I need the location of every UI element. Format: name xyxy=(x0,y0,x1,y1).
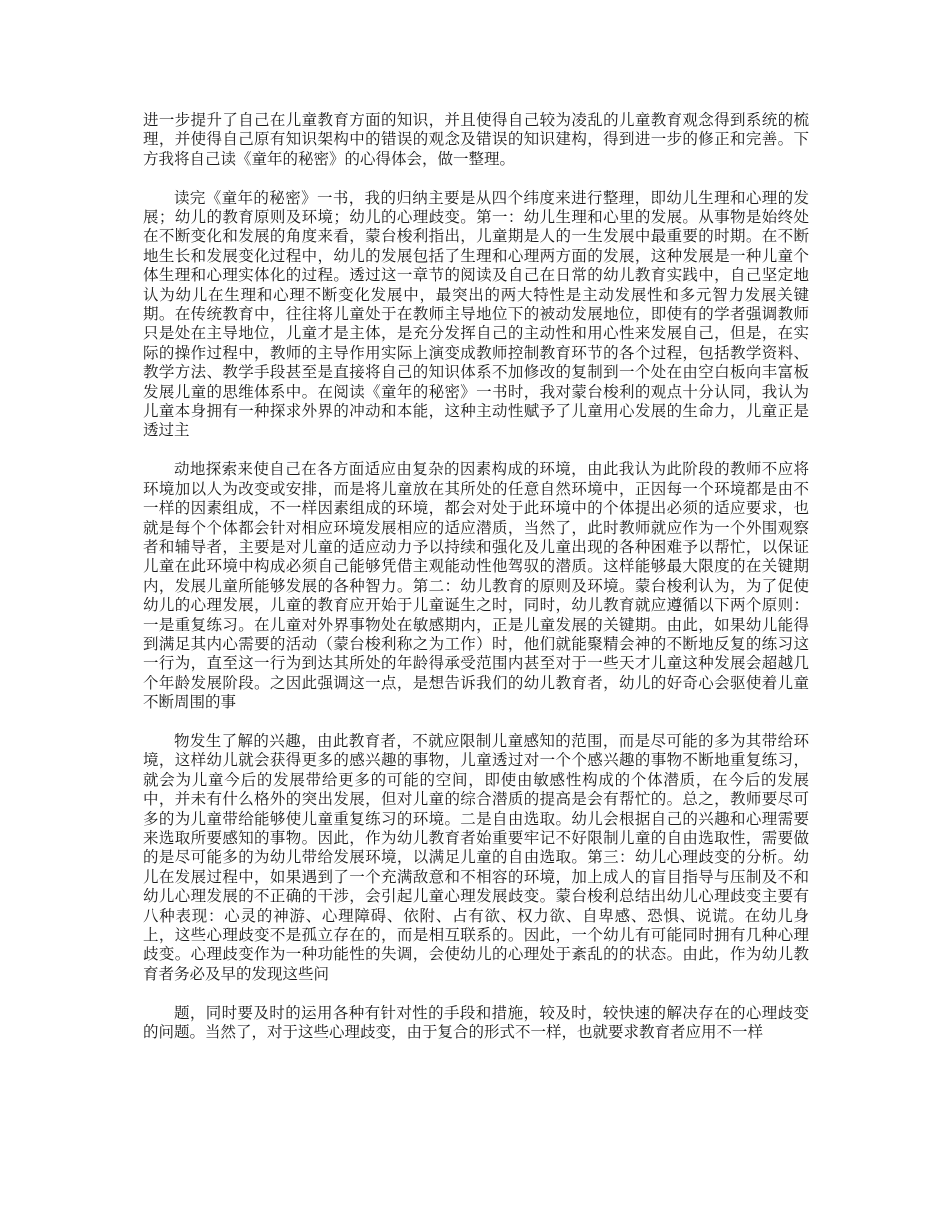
paragraph-5: 题，同时要及时的运用各种有针对性的手段和措施，较及时，较快速的解决存在的心理歧变的问题。当然了，对于这些心理歧变，由于复合的形式不一样，也就要求教育者应用不一样 xyxy=(143,1003,809,1042)
paragraph-2: 读完《童年的秘密》一书，我的归纳主要是从四个纬度来进行整理，即幼儿生理和心理的发展；幼儿的教育原则及环境；幼儿的心理歧变。第一：幼儿生理和心里的发展。从事物是始终处在不断变化和发展的角度来看，蒙台梭利指出，儿童期是人的一生发展中最重要的时期。在不断地生长和发展变化过程中，幼儿的发展包括了生理和心理两方面的发展，这种发展是一种儿童个体生理和心理实体化的过程。透过这一章节的阅读及自己在日常的幼儿教育实践中，自己坚定地认为幼儿在生理和心理不断变化发展中，最突出的两大特性是主动发展性和多元智力发展关键期。在传统教育中，往往将儿童处于在教师主导地位下的被动发展地位，即使有的学者强调教师只是处在主导地位，儿童才是主体，是充分发挥自己的主动性和用心性来发展自己，但是，在实际的操作过程中，教师的主导作用实际上演变成教师控制教育环节的各个过程，包括教学资料、教学方法、教学手段甚至是直接将自己的知识体系不加修改的复制到一个处在由空白板向丰富板发展儿童的思维体系中。在阅读《童年的秘密》一书时，我对蒙台梭利的观点十分认同，我认为儿童本身拥有一种探求外界的冲动和本能，这种主动性赋予了儿童用心发展的生命力，儿童正是透过主 xyxy=(143,188,809,440)
paragraph-1: 进一步提升了自己在儿童教育方面的知识，并且使得自己较为凌乱的儿童教育观念得到系统的梳理，并使得自己原有知识架构中的错误的观念及错误的知识建构，得到进一步的修正和完善。下方我将自己读《童年的秘密》的心得体会，做一整理。 xyxy=(143,111,809,168)
paragraph-4: 物发生了解的兴趣，由此教育者，不就应限制儿童感知的范围，而是尽可能的多为其带给环境，这样幼儿就会获得更多的感兴趣的事物，儿童透过对一个个感兴趣的事物不断地重复练习，就会为儿童今后的发展带给更多的可能的空间，即使由敏感性构成的个体潜质，在今后的发展中，并未有什么格外的突出发展，但对儿童的综合潜质的提高是会有帮忙的。总之，教师要尽可多的为儿童带给能够使儿童重复练习的环境。二是自由选取。幼儿会根据自己的兴趣和心理需要来选取所要感知的事物。因此，作为幼儿教育者始重要牢记不好限制儿童的自由选取性，需要做的是尽可能多的为幼儿带给发展环境，以满足儿童的自由选取。第三：幼儿心理歧变的分析。幼儿在发展过程中，如果遇到了一个充满敌意和不相容的环境，加上成人的盲目指导与压制及不和幼儿心理发展的不正确的干涉，会引起儿童心理发展歧变。蒙台梭利总结出幼儿心理歧变主要有八种表现：心灵的神游、心理障碍、依附、占有欲、权力欲、自卑感、恐惧、说谎。在幼儿身上，这些心理歧变不是孤立存在的，而是相互联系的。因此，一个幼儿有可能同时拥有几种心理歧变。心理歧变作为一种功能性的失调，会使幼儿的心理处于紊乱的的状态。由此，作为幼儿教育者务必及早的发现这些问 xyxy=(143,731,809,983)
paragraph-3: 动地探索来使自己在各方面适应由复杂的因素构成的环境，由此我认为此阶段的教师不应将环境加以人为改变或安排，而是将儿童放在其所处的任意自然环境中，正因每一个环境都是由不一样的因素组成，不一样因素组成的环境，都会对处于此环境中的个体提出必须的适应要求，也就是每个个体都会针对相应环境发展相应的适应潜质，当然了，此时教师就应作为一个外围观察者和辅导者，主要是对儿童的适应动力予以持续和强化及儿童出现的各种困难予以帮忙，以保证儿童在此环境中构成必须自己能够凭借主观能动性他驾驭的潜质。这样能够最大限度的在关键期内，发展儿童所能够发展的各种智力。第二：幼儿教育的原则及环境。蒙台梭利认为，为了促使幼儿的心理发展，儿童的教育应开始于儿童诞生之时，同时，幼儿教育就应遵循以下两个原则：一是重复练习。在儿童对外界事物处在敏感期内，正是儿童发展的关键期。由此，如果幼儿能得到满足其内心需要的活动（蒙台梭利称之为工作）时，他们就能聚精会神的不断地反复的练习这一行为，直至这一行为到达其所处的年龄得承受范围内甚至对于一些天才儿童这种发展会超越几个年龄发展阶段。之因此强调这一点，是想告诉我们的幼儿教育者，幼儿的好奇心会驱使着儿童不断周围的事 xyxy=(143,460,809,712)
document-body xyxy=(143,111,809,1062)
